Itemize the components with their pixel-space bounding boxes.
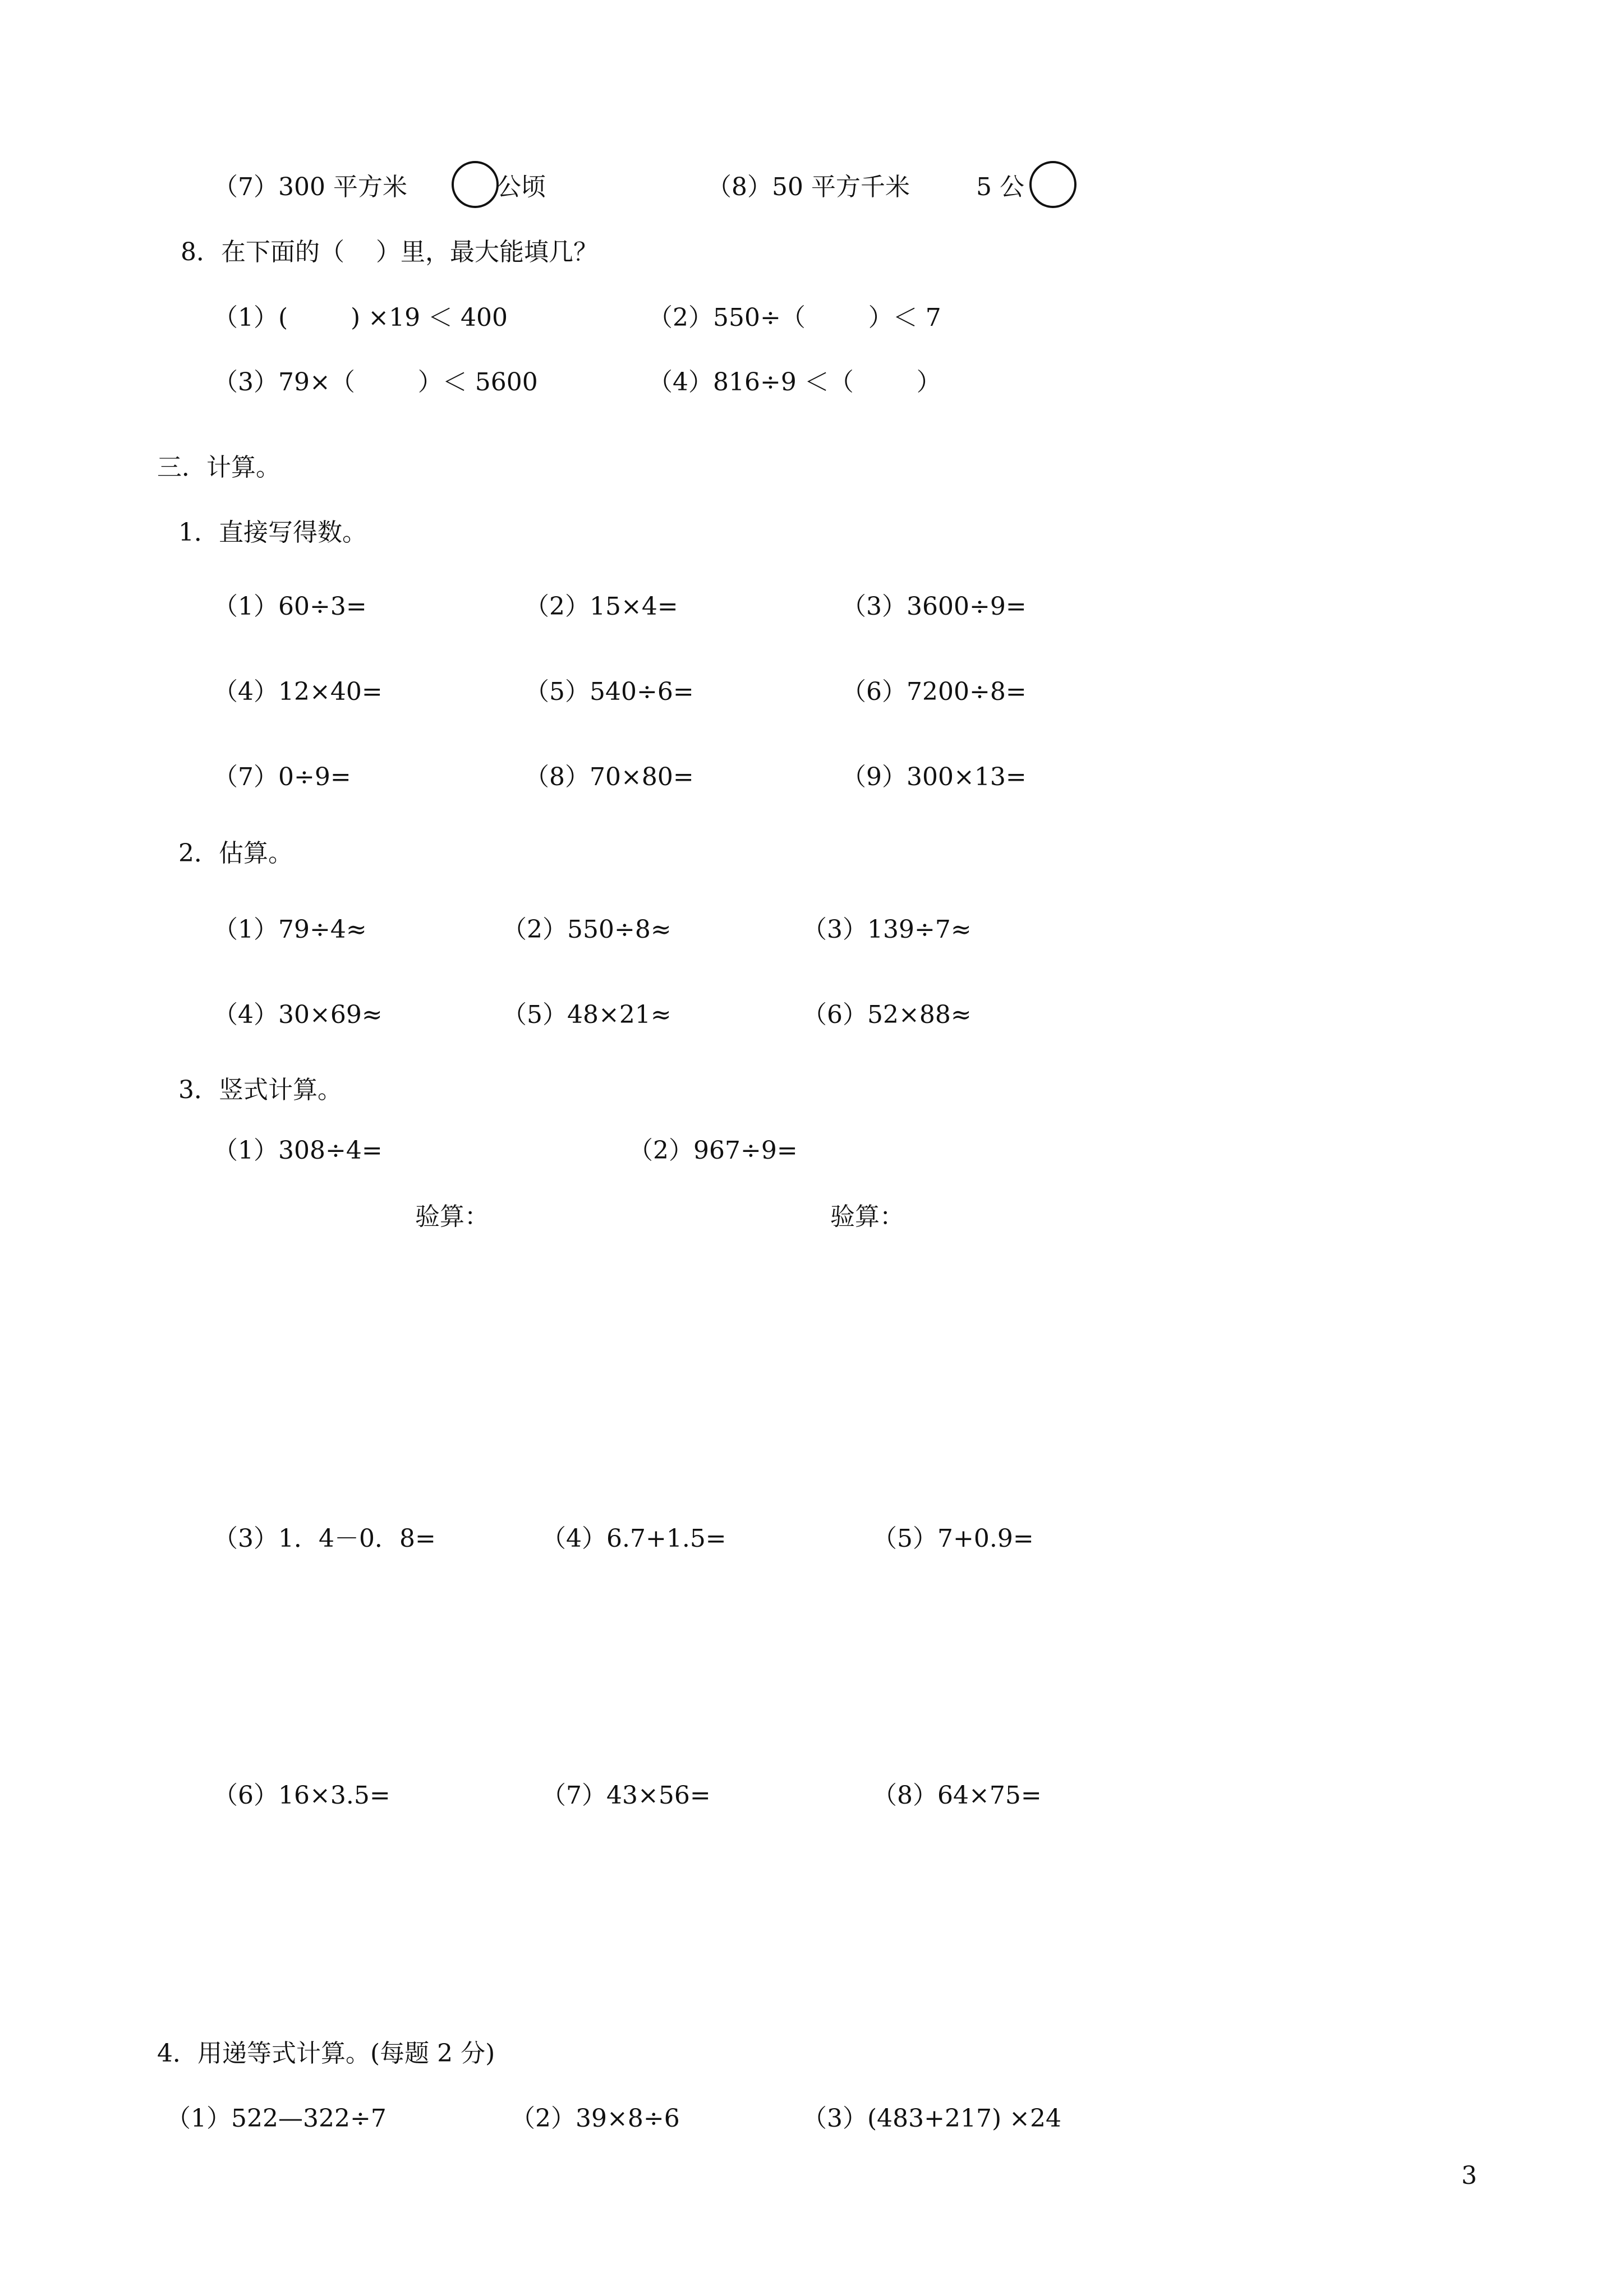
vertical-calc-item: （7）43×56= xyxy=(541,1781,711,1810)
mental-math-item: （9）300×13= xyxy=(841,763,1027,791)
estimate-item: （5）48×21≈ xyxy=(502,1001,671,1029)
mental-math-item: （7）0÷9= xyxy=(213,763,351,791)
estimate-item: （6）52×88≈ xyxy=(802,1001,972,1029)
check-label: 验算： xyxy=(830,1202,904,1231)
q8-item: （4）816÷9 ＜（ ） xyxy=(648,368,941,397)
step-calc-item: （3）(483+217) ×24 xyxy=(802,2104,1061,2133)
q8-item: （2）550÷（ ）＜ 7 xyxy=(648,303,941,332)
item-8-right: 5 公 xyxy=(976,173,1024,201)
step-calc-item: （1）522—322÷7 xyxy=(166,2104,387,2133)
estimate-item: （2）550÷8≈ xyxy=(502,915,671,944)
vertical-calc-item: （3）1．4－0．8= xyxy=(213,1524,436,1553)
vertical-calc-item: （2）967÷9= xyxy=(628,1136,798,1165)
section-3-title: 三．计算。 xyxy=(157,453,280,482)
part-2-title: 2．估算。 xyxy=(178,839,293,868)
estimate-item: （3）139÷7≈ xyxy=(802,915,972,944)
item-7-right: 公顷 xyxy=(496,173,546,201)
q8-item: （3）79×（ ）＜ 5600 xyxy=(213,368,538,397)
mental-math-item: （1）60÷3= xyxy=(213,592,367,621)
page-number: 3 xyxy=(1461,2161,1477,2190)
estimate-item: （4）30×69≈ xyxy=(213,1001,383,1029)
step-calc-item: （2）39×8÷6 xyxy=(510,2104,680,2133)
vertical-calc-item: （1）308÷4= xyxy=(213,1136,383,1165)
estimate-item: （1）79÷4≈ xyxy=(213,915,367,944)
vertical-calc-item: （4）6.7+1.5= xyxy=(541,1524,726,1553)
vertical-calc-item: （6）16×3.5= xyxy=(213,1781,390,1810)
mental-math-item: （3）3600÷9= xyxy=(841,592,1027,621)
q8-title: 8．在下面的（ ）里，最大能填几？ xyxy=(181,238,598,266)
part-3-title: 3．竖式计算。 xyxy=(178,1076,342,1104)
vertical-calc-item: （5）7+0.9= xyxy=(872,1524,1034,1553)
vertical-calc-item: （8）64×75= xyxy=(872,1781,1042,1810)
answer-circle-7[interactable] xyxy=(452,161,499,208)
item-7-left: （7）300 平方米 xyxy=(213,173,407,201)
mental-math-item: （6）7200÷8= xyxy=(841,677,1027,706)
item-8-left: （8）50 平方千米 xyxy=(707,173,910,201)
part-4-title: 4．用递等式计算。(每题 2 分) xyxy=(157,2039,495,2068)
mental-math-item: （5）540÷6= xyxy=(525,677,694,706)
q8-item: （1）( ) ×19 ＜ 400 xyxy=(213,303,508,332)
mental-math-item: （2）15×4= xyxy=(525,592,678,621)
mental-math-item: （4）12×40= xyxy=(213,677,383,706)
answer-circle-8[interactable] xyxy=(1029,161,1076,208)
mental-math-item: （8）70×80= xyxy=(525,763,694,791)
part-1-title: 1．直接写得数。 xyxy=(178,518,367,547)
check-label: 验算： xyxy=(415,1202,489,1231)
